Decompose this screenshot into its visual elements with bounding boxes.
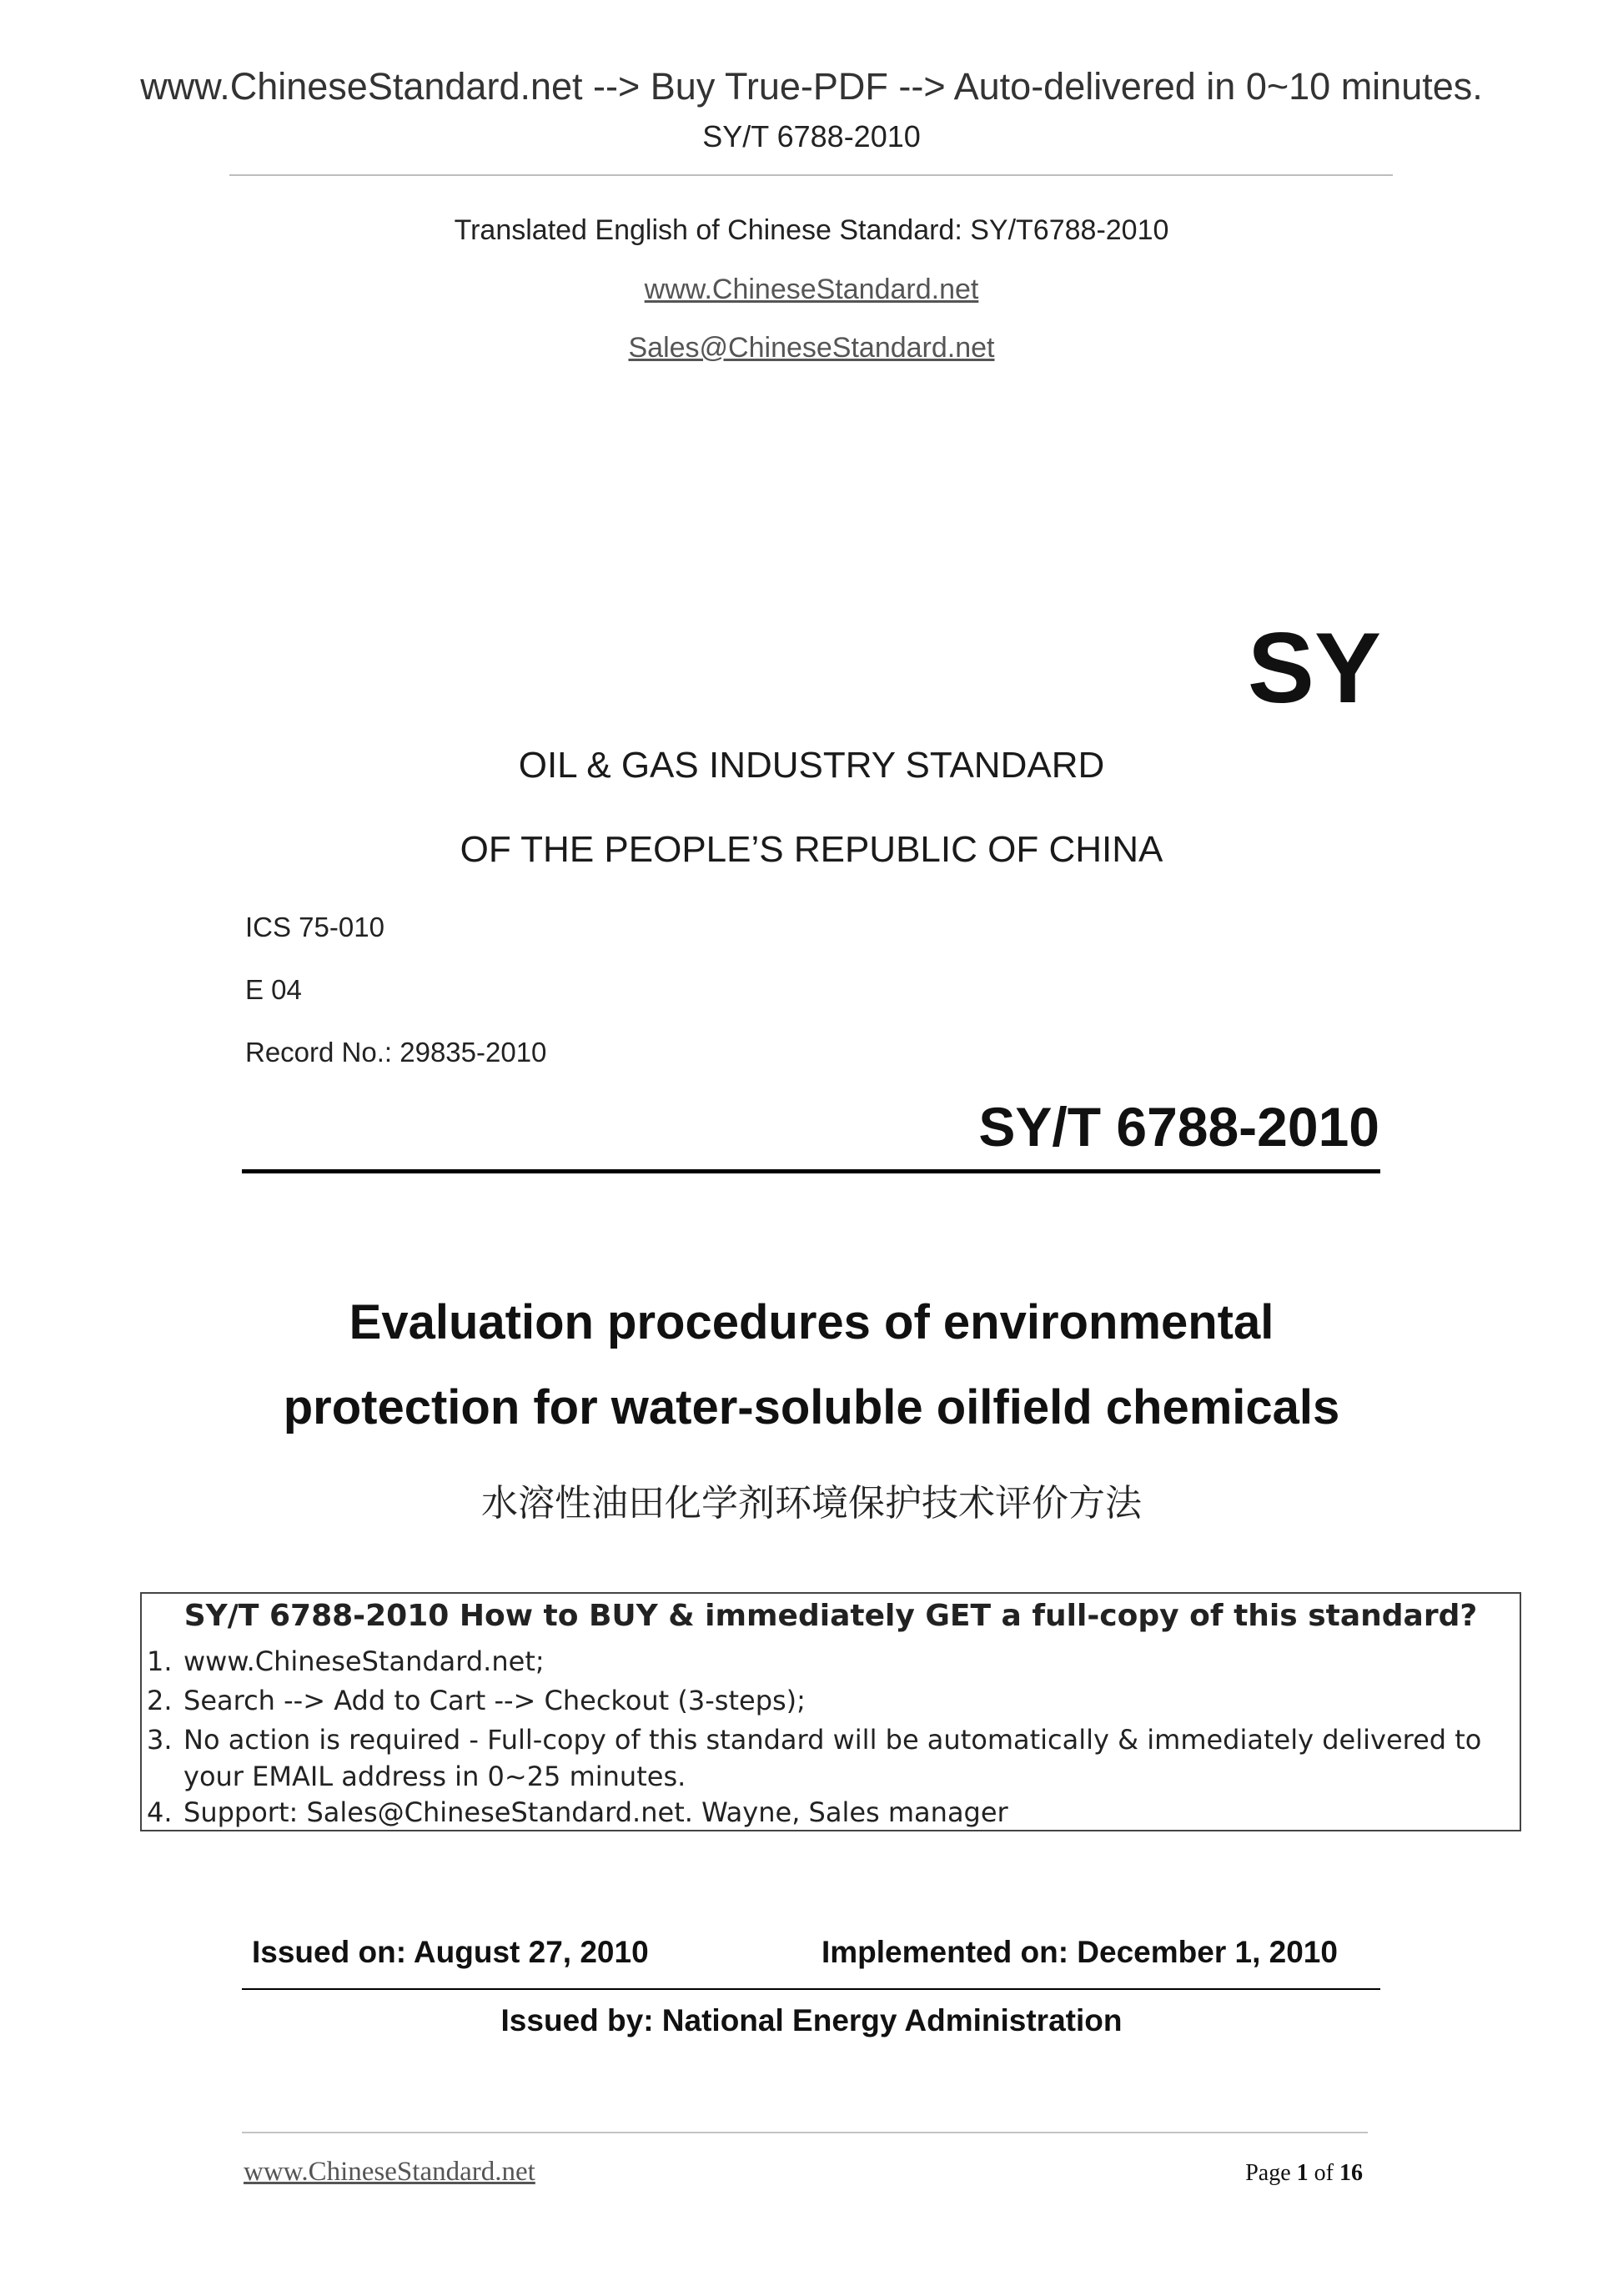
- step-number: 4.: [147, 1796, 173, 1828]
- document-title-line-1: Evaluation procedures of environmental: [349, 1295, 1274, 1349]
- step-number: 3.: [147, 1724, 173, 1756]
- email-link-container: [0, 332, 1623, 364]
- implemented-on-date: Implemented on: December 1, 2010: [822, 1935, 1338, 1969]
- chinese-title: 水溶性油田化学剂环境保护技术评价方法: [481, 1482, 1142, 1525]
- email-link[interactable]: Sales@ChineseStandard.net: [628, 332, 995, 364]
- translated-notice: Translated English of Chinese Standard: SY/T6788-2010: [454, 214, 1169, 246]
- purchase-instructions-box: [140, 1592, 1521, 1831]
- industry-standard-line-1: OIL & GAS INDUSTRY STANDARD: [518, 745, 1105, 786]
- ccs-code: E 04: [245, 974, 302, 1005]
- footer-divider: [242, 2132, 1368, 2133]
- step-text: Support: Sales@ChineseStandard.net. Wayne, Sales manager: [183, 1796, 1008, 1828]
- issued-by: Issued by: National Energy Administration: [500, 2003, 1123, 2037]
- purchase-step-continuation: your EMAIL address in 0~25 minutes.: [183, 1761, 686, 1792]
- step-number: 2.: [147, 1685, 173, 1716]
- header-divider: [229, 174, 1393, 176]
- step-text: Search --> Add to Cart --> Checkout (3-steps);: [183, 1685, 806, 1716]
- purchase-step: [147, 1796, 1008, 1828]
- step-text: No action is required - Full-copy of this standard will be automatically & immediately delivered to: [183, 1724, 1482, 1756]
- top-banner: www.ChineseStandard.net --> Buy True-PDF --> Auto-delivered in 0~10 minutes.: [140, 65, 1483, 108]
- purchase-step: [147, 1685, 806, 1716]
- website-link[interactable]: www.ChineseStandard.net: [644, 274, 979, 305]
- step-number: 1.: [147, 1645, 173, 1677]
- industry-code-mark: SY: [1247, 612, 1381, 724]
- record-number: Record No.: 29835-2010: [245, 1037, 547, 1068]
- issued-on-date: Issued on: August 27, 2010: [252, 1935, 649, 1969]
- standard-number: SY/T 6788-2010: [978, 1096, 1379, 1158]
- page-number: [1245, 2160, 1363, 2187]
- purchase-step: [147, 1724, 1481, 1756]
- footer-website-link[interactable]: www.ChineseStandard.net: [244, 2157, 535, 2187]
- issue-dates-divider: [242, 1988, 1380, 1990]
- ics-code: ICS 75-010: [245, 912, 384, 942]
- page-of: of: [1314, 2160, 1334, 2186]
- website-link-container: [0, 274, 1623, 306]
- industry-standard-line-2: OF THE PEOPLE’S REPUBLIC OF CHINA: [460, 829, 1163, 870]
- page-label: Page: [1245, 2160, 1291, 2186]
- step-text: www.ChineseStandard.net;: [183, 1645, 545, 1677]
- standard-number-divider: [242, 1169, 1380, 1173]
- purchase-instructions-heading: SY/T 6788-2010 How to BUY & immediately GET a full-copy of this standard?: [183, 1599, 1478, 1633]
- header-standard-code: SY/T 6788-2010: [702, 119, 921, 153]
- page-current: 1: [1296, 2160, 1309, 2186]
- document-title-line-2: protection for water-soluble oilfield chemicals: [283, 1380, 1340, 1434]
- purchase-step: [147, 1645, 545, 1677]
- page-total: 16: [1339, 2160, 1363, 2186]
